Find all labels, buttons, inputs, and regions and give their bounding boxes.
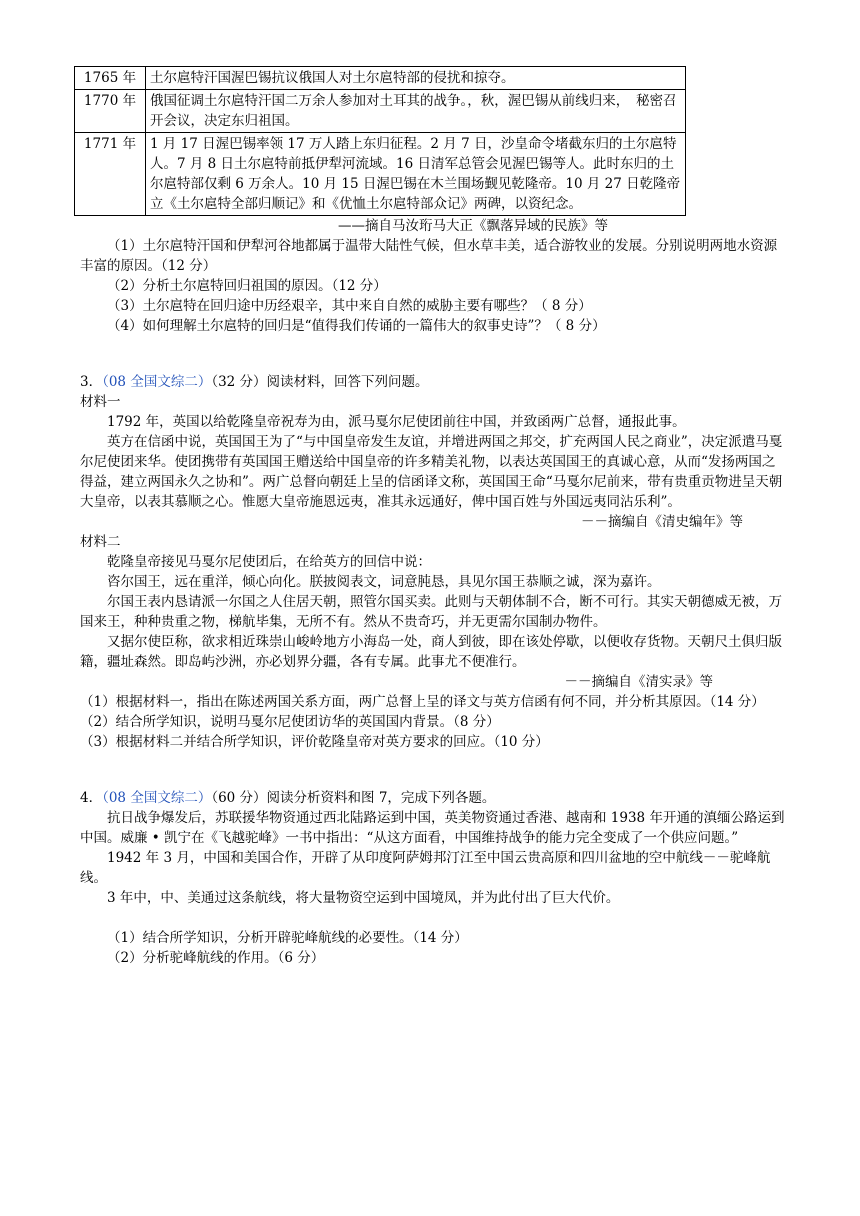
q3-number: 3． — [80, 374, 103, 390]
year-cell: 1771 年 — [75, 133, 146, 216]
q4-sub-1: （1）结合所学知识，分析开辟驼峰航线的必要性。（14 分） — [107, 930, 468, 946]
material-1-title: 材料一 — [80, 394, 121, 410]
material-1-source: －－摘编自《清史编年》等 — [581, 514, 743, 530]
event-cell: 1 月 17 日渥巴锡率领 17 万人踏上东归征程。2 月 7 日，沙皇命令堵截东归的土尔扈特人。7 月 8 日土尔扈特前抵伊犁河流域。16 日清军总管会见渥巴锡等人。此时东归的土尔扈特部仅剩 6 万余人。10 月 15 日渥巴锡在木兰围场觐见乾隆帝。10 月 27 日乾隆帝立《土尔扈特全部归顺记》和《优恤土尔扈特部众记》两碑，以资纪念。 — [146, 133, 686, 216]
q3-header — [80, 372, 785, 392]
table-row — [75, 133, 686, 216]
document-page — [80, 66, 785, 968]
q4-number: 4． — [80, 790, 103, 806]
q2-sub-1: （1）土尔扈特汗国和伊犁河谷地都属于温带大陆性气候，但水草丰美，适合游牧业的发展。分别说明两地水资源丰富的原因。（12 分） — [80, 238, 778, 274]
table-source: ——摘自马汝珩马大正《飘落异域的民族》等 — [338, 218, 608, 234]
event-cell: 俄国征调土尔扈特汗国二万余人参加对土耳其的战争。，秋，渥巴锡从前线归来， 秘密召开会议，决定东归祖国。 — [146, 90, 686, 133]
material-2-para-2: 咨尔国王，远在重洋，倾心向化。朕披阅表文，词意肫恳，具见尔国王恭顺之诚，深为嘉许。 — [107, 574, 661, 590]
material-1-para-1: 1792 年，英国以给乾隆皇帝祝寿为由，派马戛尔尼使团前往中国，并致函两广总督，通报此事。 — [107, 414, 686, 430]
q4-para-1: 抗日战争爆发后，苏联援华物资通过西北陆路运到中国，英美物资通过香港、越南和 1938 年开通的滇缅公路运到中国。威廉 • 凯宁在《飞越驼峰》一书中指出：“从这方面看，中国维持战争的能力完全变成了一个供应问题。” — [80, 810, 785, 846]
table-row — [75, 90, 686, 133]
material-2-source: －－摘编自《清实录》等 — [564, 674, 713, 690]
q4-para-2: 1942 年 3 月，中国和美国合作，开辟了从印度阿萨姆邦汀江至中国云贵高原和四川盆地的空中航线－－驼峰航线。 — [80, 850, 771, 886]
q4-sub-2: （2）分析驼峰航线的作用。（6 分） — [107, 950, 325, 966]
q3-sub-3: （3）根据材料二并结合所学知识，评价乾隆皇帝对英方要求的回应。（10 分） — [80, 734, 549, 750]
material-2-para-1: 乾隆皇帝接见马戛尔尼使团后，在给英方的回信中说： — [107, 554, 431, 570]
q2-sub-2: （2）分析土尔扈特回归祖国的原因。（12 分） — [107, 278, 387, 294]
q4-para-3: 3 年中，中、美通过这条航线，将大量物资空运到中国境凤，并为此付出了巨大代价。 — [107, 890, 620, 906]
year-cell: 1770 年 — [75, 90, 146, 133]
material-2-title: 材料二 — [80, 534, 121, 550]
material-2-para-3: 尔国王表内恳请派一尔国之人住居天朝，照管尔国买卖。此则与天朝体制不合，断不可行。其实天朝德威无被，万国来王，种种贵重之物，梯航毕集，无所不有。然从不贵奇巧，并无更需尔国制办物件。 — [80, 594, 782, 630]
q3-sub-2: （2）结合所学知识，说明马戛尔尼使团访华的英国国内背景。（8 分） — [80, 714, 500, 730]
timeline-table — [74, 66, 686, 216]
q3-sub-1: （1）根据材料一，指出在陈述两国关系方面，两广总督上呈的译文与英方信函有何不同，并分析其原因。（14 分） — [80, 694, 765, 710]
q3-stem: （32 分）阅读材料，回答下列问题。 — [211, 374, 429, 390]
table-row — [75, 67, 686, 90]
event-cell: 土尔扈特汗国渥巴锡抗议俄国人对土尔扈特部的侵扰和掠夺。 — [146, 67, 686, 90]
material-2-para-4: 又据尔使臣称，欲求相近珠崇山峻岭地方小海岛一处，商人到彼，即在该处停歇，以便收存货物。天朝尺土俱归版籍，疆址森然。即岛屿沙洲，亦必划界分疆，各有专属。此事尤不便准行。 — [80, 634, 782, 670]
year-cell: 1765 年 — [75, 67, 146, 90]
q2-sub-3: （3）土尔扈特在回归途中历经艰辛，其中来自自然的威胁主要有哪些？（ 8 分） — [107, 298, 592, 314]
q3-source-tag: （08 全国文综二） — [102, 374, 212, 390]
q4-stem: （60 分）阅读分析资料和图 7，完成下列各题。 — [211, 790, 496, 806]
q4-source-tag: （08 全国文综二） — [102, 790, 212, 806]
q4-header — [80, 788, 785, 808]
material-1-para-2: 英方在信函中说，英国国王为了“与中国皇帝发生友谊，并增进两国之邦交，扩充两国人民之商业”，决定派遣马戛尔尼使团来华。使团携带有英国国王赠送给中国皇帝的许多精美礼物，以表达英国国王的真诚心意，从而“发扬两国之得益，建立两国永久之协和”。两广总督向朝廷上呈的信函译文称，英国国王命“马戛尔尼前来，带有贵重贡物进呈天朝大皇帝，以表其慕顺之心。惟愿大皇帝施恩远夷，准其永远通好，俾中国百姓与外国远夷同沾乐利”。 — [80, 434, 783, 510]
q2-sub-4: （4）如何理解土尔扈特的回归是“值得我们传诵的一篇伟大的叙事史诗”？（ 8 分） — [107, 318, 606, 334]
